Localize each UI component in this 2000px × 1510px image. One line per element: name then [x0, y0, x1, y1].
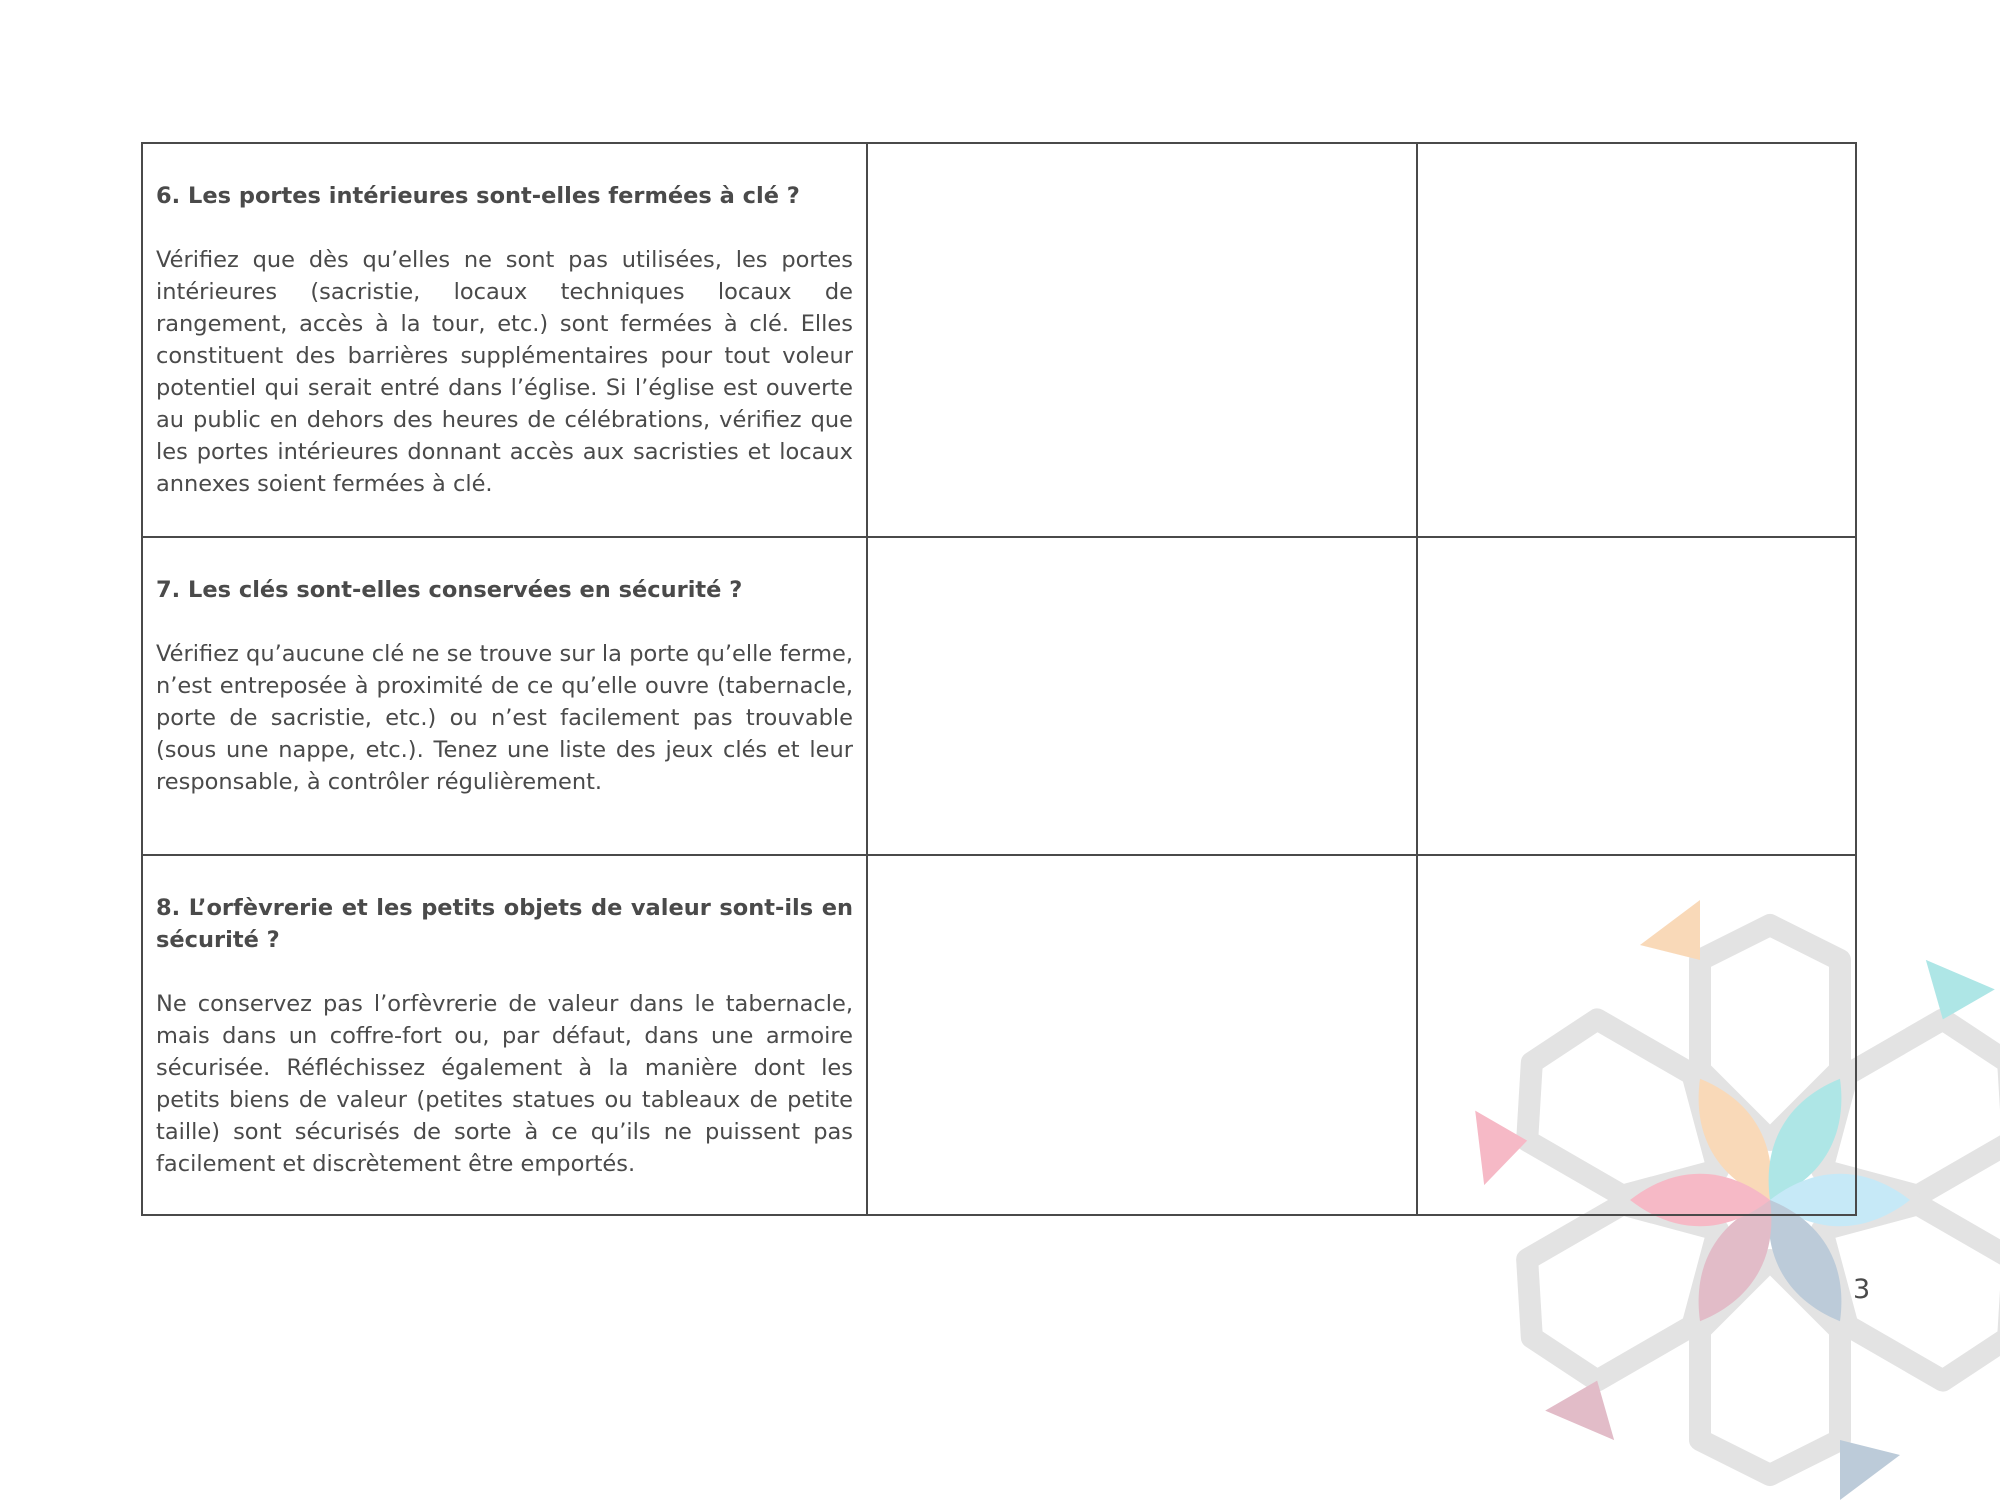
answer-cell[interactable] — [867, 537, 1417, 855]
question-body: Vérifiez qu’aucune clé ne se trouve sur la porte qu’elle ferme, n’est entreposée à proximité de ce qu’elle ouvre (tabernacle, porte de sacristie, etc.) ou n’est facilement pas trouvable (sous une nappe, etc.). Tenez une liste des jeux clés et leur responsable, à contrôler régulièrement. — [156, 641, 853, 795]
answer-cell[interactable] — [867, 855, 1417, 1215]
table-row — [142, 855, 1856, 1215]
question-title: 6. Les portes intérieures sont-elles fermées à clé ? — [156, 183, 800, 209]
question-cell — [142, 143, 867, 537]
remarks-cell[interactable] — [1417, 855, 1856, 1215]
question-title: 8. L’orfèvrerie et les petits objets de valeur sont-ils en sécurité ? — [156, 895, 853, 953]
question-cell — [142, 855, 867, 1215]
checklist-table — [141, 142, 1857, 1216]
remarks-cell[interactable] — [1417, 537, 1856, 855]
question-body: Ne conservez pas l’orfèvrerie de valeur dans le tabernacle, mais dans un coffre-fort ou, par défaut, dans une armoire sécurisée. Réfléchissez également à la manière dont les petits biens de valeur (petites statues ou tableaux de petite taille) sont sécurisés de sorte à ce qu’ils ne puissent pas facilement et discrètement être emportés. — [156, 991, 853, 1177]
question-body: Vérifiez que dès qu’elles ne sont pas utilisées, les portes intérieures (sacristie, locaux techniques locaux de rangement, accès à la tour, etc.) sont fermées à clé. Elles constituent des barrières supplémentaires pour tout voleur potentiel qui serait entré dans l’église. Si l’église est ouverte au public en dehors des heures de célébrations, vérifiez que les portes intérieures donnant accès aux sacristies et locaux annexes soient fermées à clé. — [156, 247, 853, 497]
answer-cell[interactable] — [867, 143, 1417, 537]
page-number: 3 — [1853, 1274, 1871, 1305]
question-title: 7. Les clés sont-elles conservées en sécurité ? — [156, 577, 743, 603]
table-row — [142, 143, 1856, 537]
question-cell — [142, 537, 867, 855]
remarks-cell[interactable] — [1417, 143, 1856, 537]
table-row — [142, 537, 1856, 855]
